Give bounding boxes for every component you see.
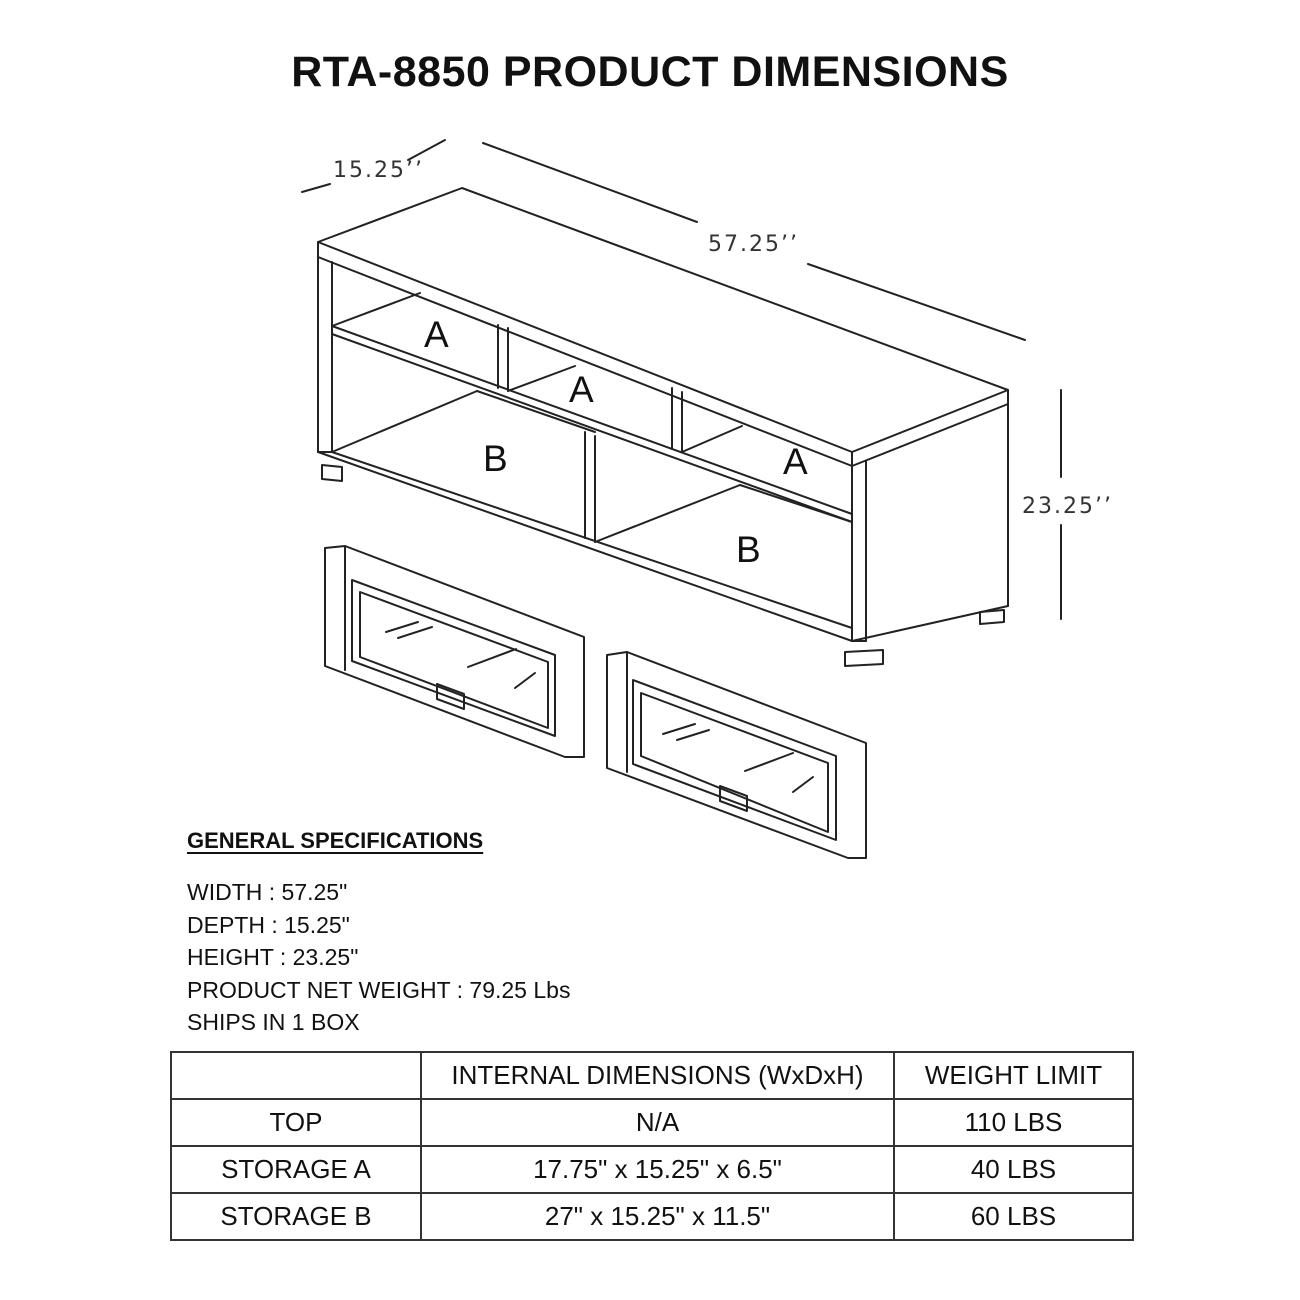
right-glass-door	[607, 652, 866, 858]
compartment-label-a: A	[569, 369, 594, 410]
spec-height: HEIGHT : 23.25"	[187, 944, 359, 970]
table-cell-weight: 40 LBS	[894, 1146, 1133, 1193]
table-row	[171, 1146, 1133, 1193]
width-dimension-label: 57.25’’	[708, 232, 799, 257]
table-header-empty	[171, 1052, 421, 1099]
cabinet-feet	[322, 465, 1004, 666]
page-title: RTA-8850 PRODUCT DIMENSIONS	[291, 48, 1009, 96]
compartment-label-b: B	[483, 438, 508, 479]
depth-dimension-label: 15.25’’	[333, 158, 424, 183]
storage-dimensions-table	[170, 1051, 1134, 1241]
general-specifications-list	[187, 876, 570, 1039]
spec-net-weight: PRODUCT NET WEIGHT : 79.25 Lbs	[187, 976, 571, 1003]
table-cell-weight: 60 LBS	[894, 1193, 1133, 1240]
table-row	[171, 1193, 1133, 1240]
table-cell-dimensions: N/A	[421, 1099, 894, 1146]
height-dimension-label: 23.25’’	[1022, 494, 1113, 519]
table-header-row	[171, 1052, 1133, 1099]
compartment-label-a: A	[783, 441, 808, 482]
dimension-lines	[302, 140, 1061, 619]
table-cell-name: STORAGE A	[171, 1146, 421, 1193]
table-cell-weight: 110 LBS	[894, 1099, 1133, 1146]
table-cell-dimensions: 17.75" x 15.25" x 6.5"	[421, 1146, 894, 1193]
spec-depth: DEPTH : 15.25"	[187, 911, 350, 938]
table-cell-name: STORAGE B	[171, 1193, 421, 1240]
table-header-internal-dimensions: INTERNAL DIMENSIONS (WxDxH)	[421, 1052, 894, 1099]
table-cell-dimensions: 27" x 15.25" x 11.5"	[421, 1193, 894, 1240]
table-row	[171, 1099, 1133, 1146]
general-specifications-heading: GENERAL SPECIFICATIONS	[187, 828, 484, 853]
table-header-weight-limit: WEIGHT LIMIT	[894, 1052, 1133, 1099]
table-cell-name: TOP	[171, 1099, 421, 1146]
compartment-label-a: A	[424, 314, 449, 355]
spec-width: WIDTH : 57.25"	[187, 879, 348, 905]
spec-ships-in: SHIPS IN 1 BOX	[187, 1009, 360, 1035]
cabinet-body	[318, 188, 1008, 641]
compartment-label-b: B	[736, 529, 761, 570]
left-glass-door	[325, 546, 584, 757]
